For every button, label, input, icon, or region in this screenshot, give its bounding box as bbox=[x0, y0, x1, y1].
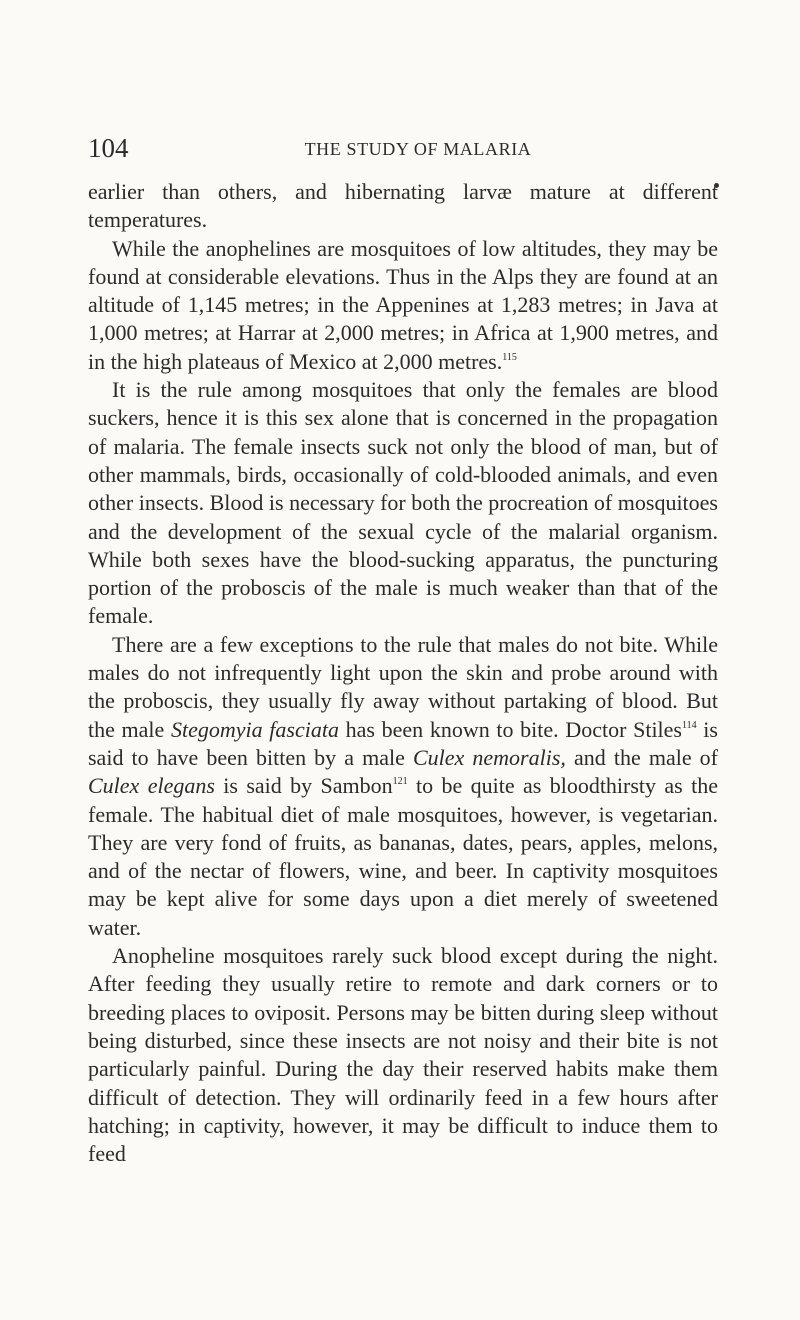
running-head: THE STUDY OF MALARIA bbox=[304, 139, 532, 159]
page-header bbox=[88, 133, 718, 163]
paragraph-text: is said to have been bitten by a male bbox=[88, 716, 718, 770]
footnote-reference: 114 bbox=[682, 719, 697, 731]
paragraph-text: It is the rule among mosquitoes that only the females are blood suckers, hence it is this sex alone that is concerned in the propagation of malaria. The female insects suck not only the blood of man, but of other mammals, birds, occasionally of cold-blooded animals, and even other insects. Blood is necessary for both the procreation of mosquitoes and the development of the sexual cycle of the malarial organism. While both sexes have the blood-sucking apparatus, the puncturing portion of the proboscis of the male is much weaker than that of the female. bbox=[88, 377, 718, 629]
species-name: Culex elegans bbox=[88, 773, 215, 799]
paragraph bbox=[88, 235, 718, 376]
footnote-reference: 121 bbox=[392, 776, 408, 788]
paragraph-text: to be quite as bloodthirsty as the female. The habitual diet of male mosquitoes, however, is vegetarian. They are very fond of fruits, as bananas, dates, pears, apples, melons, and of the nectar of flowers, wine, and beer. In captivity mosquitoes may be kept alive for some days upon a diet merely of sweetened water. bbox=[88, 773, 718, 940]
paragraph-text: While the anophelines are mosquitoes of low altitudes, they may be found at considerable elevations. Thus in the Alps they are found at an altitude of 1,145 metres; in the Appenines at 1,283 metres; in Java at 1,000 metres; at Harrar at 2,000 metres; in Africa at 1,900 metres, and in the high plateaus of Mexico at 2,000 metres. bbox=[88, 235, 718, 374]
paragraph-text: and the male of bbox=[565, 744, 718, 770]
paragraph bbox=[88, 942, 718, 1168]
page-number: 104 bbox=[88, 133, 129, 163]
paragraph bbox=[88, 178, 718, 235]
paragraph bbox=[88, 376, 718, 631]
body-text bbox=[88, 178, 718, 1168]
paragraph-text: earlier than others, and hibernating larvæ mature at different temperatures. bbox=[88, 179, 718, 233]
species-name: Stegomyia fasciata bbox=[170, 716, 339, 742]
paragraph-text: Anopheline mosquitoes rarely suck blood except during the night. After feeding they usually retire to remote and dark corners or to breeding places to oviposit. Persons may be bitten during sleep without being disturbed, since these insects are not noisy and their bite is not particularly painful. During the day their reserved habits make them difficult of detection. They will ordinarily feed in a few hours after hatching; in captivity, however, it may be difficult to induce them to feed bbox=[88, 943, 718, 1167]
paragraph-text: There are a few exceptions to the rule that males do not bite. While males do not infrequently light upon the skin and probe around with the proboscis, they usually fly away without partaking of blood. But the male bbox=[88, 631, 718, 742]
footnote-reference: 115 bbox=[502, 351, 517, 363]
paragraph-text: has been known to bite. Doctor Stiles bbox=[338, 716, 682, 742]
paragraph bbox=[88, 631, 718, 942]
species-name: Culex nemoralis, bbox=[412, 744, 566, 770]
paragraph-text: is said by Sambon bbox=[214, 773, 393, 799]
